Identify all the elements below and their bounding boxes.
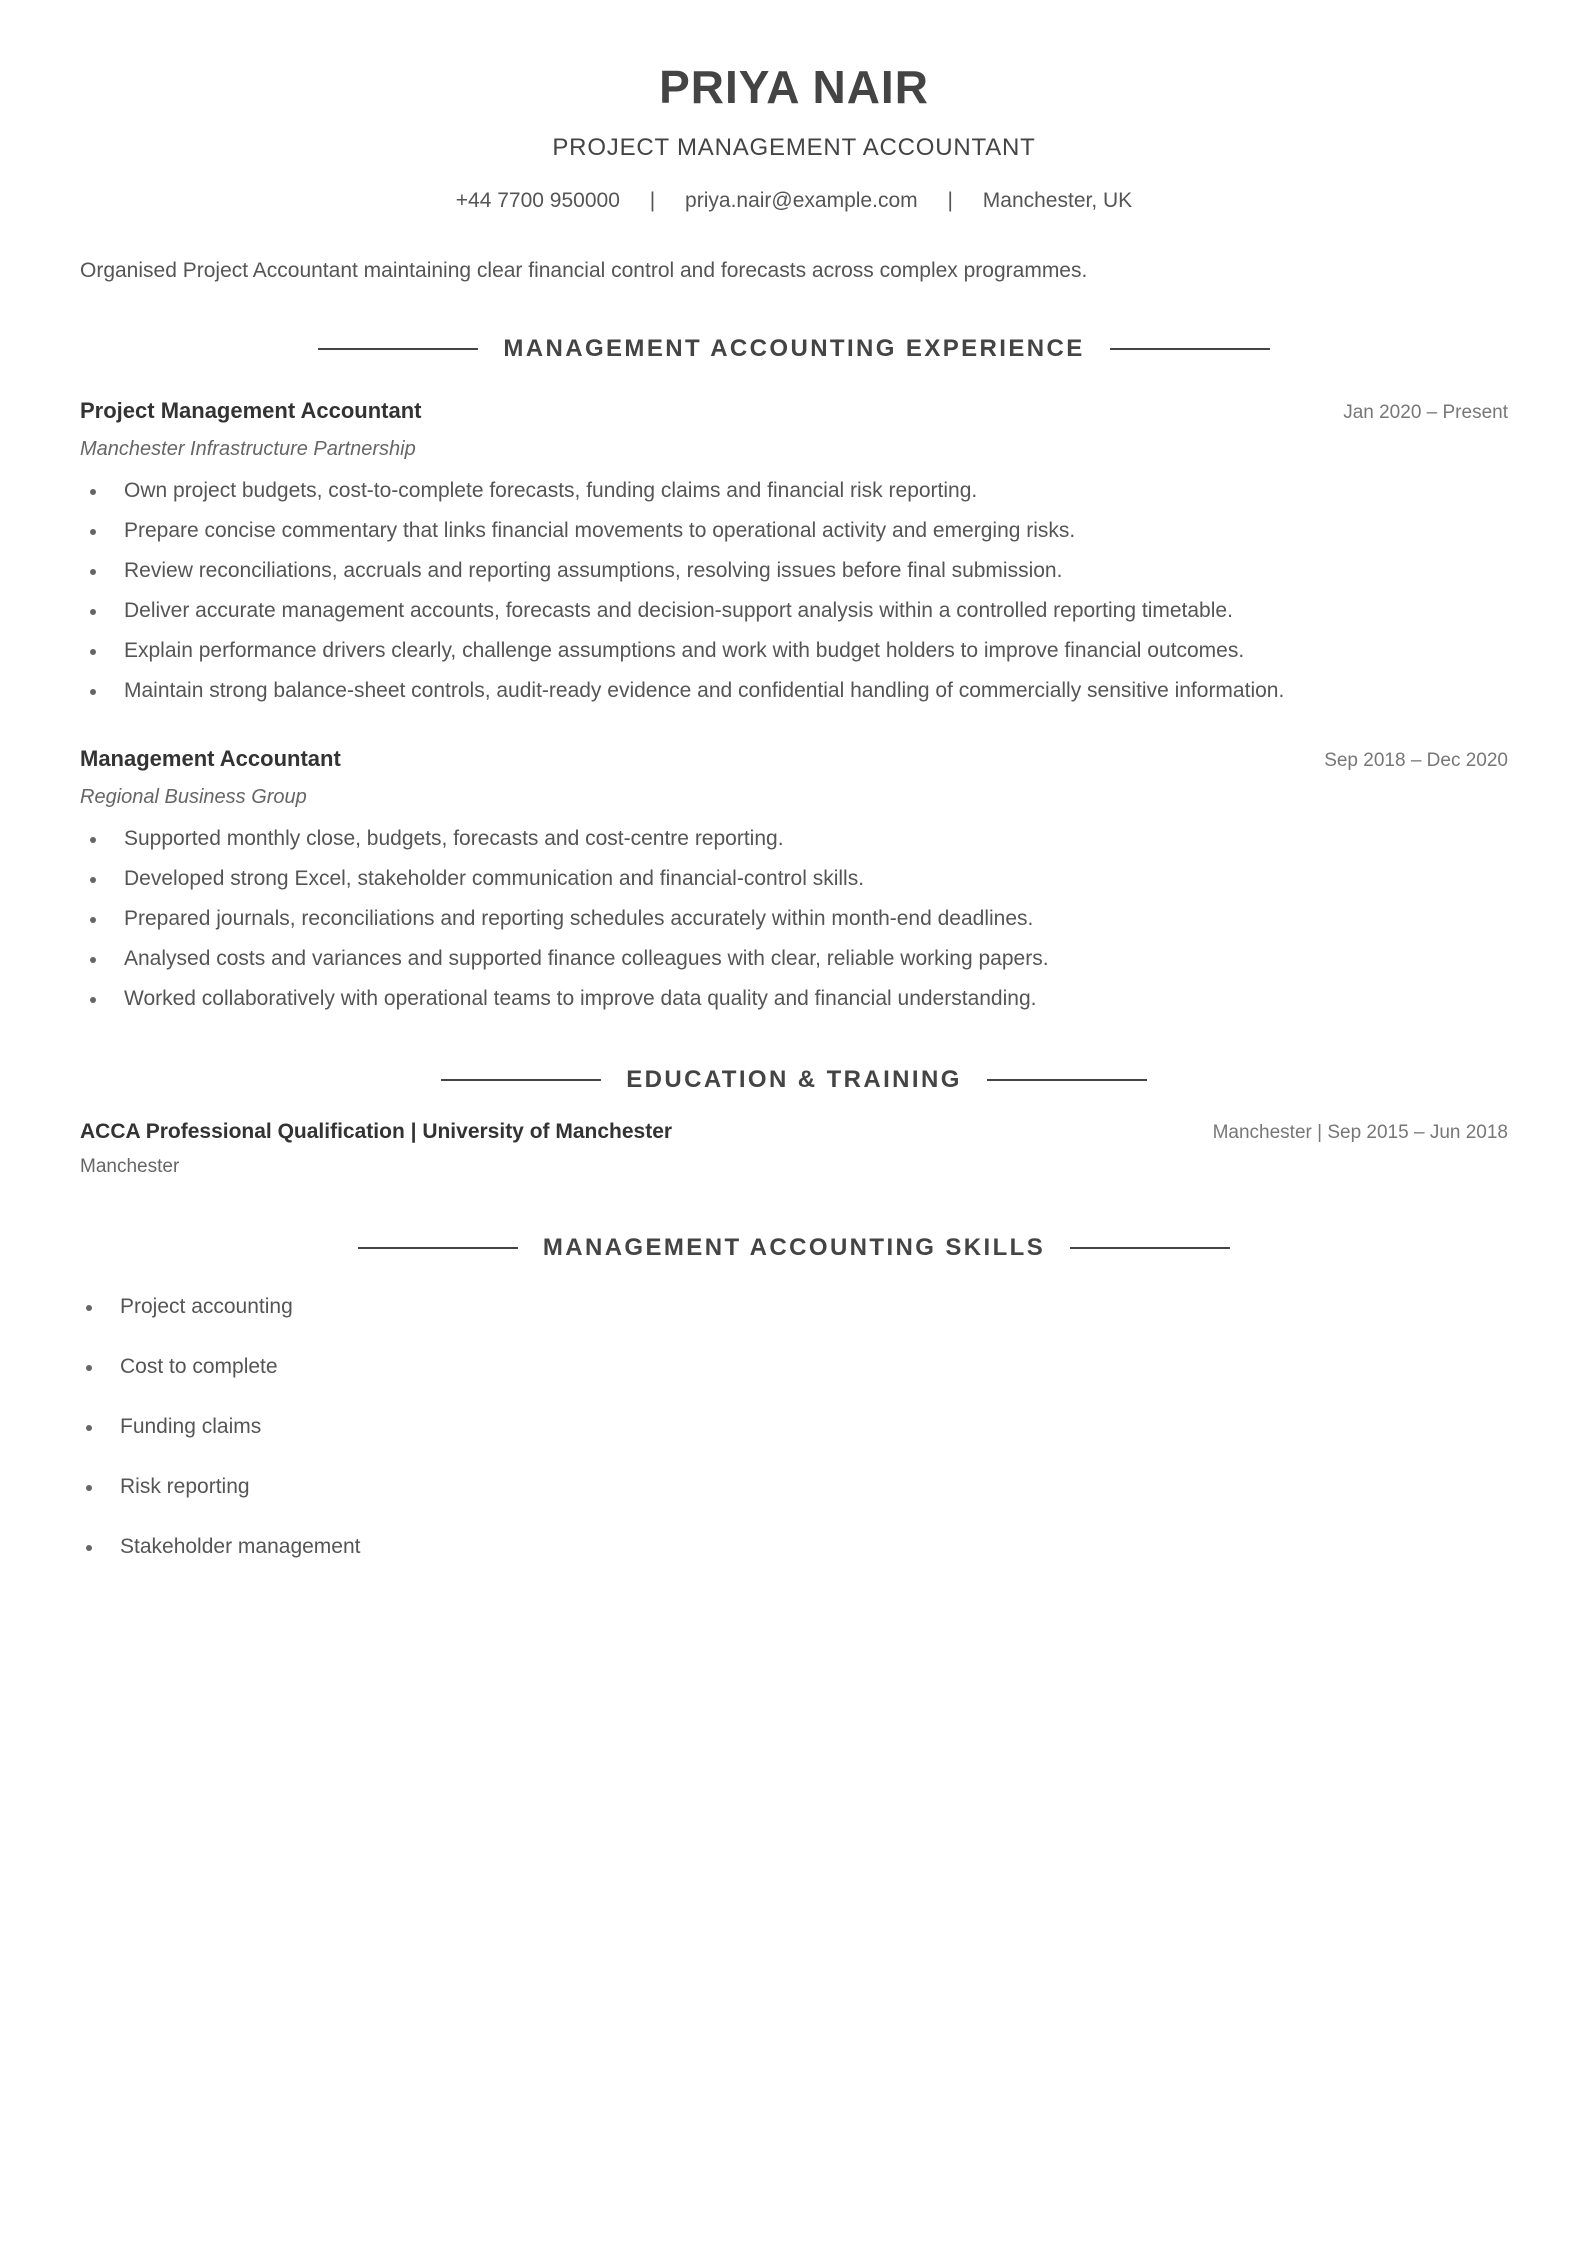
heading-rule [1110,348,1270,350]
heading-rule [318,348,478,350]
education-title: ACCA Professional Qualification | University of Manchester [80,1120,673,1143]
profile-summary: Organised Project Accountant maintaining clear financial control and forecasts across complex programmes. [80,259,1088,282]
skills-list [80,1293,361,1593]
skill-item: Stakeholder management [80,1533,361,1593]
job-bullet: Review reconciliations, accruals and reporting assumptions, resolving issues before final submission. [80,557,1508,597]
contact-location: Manchester, UK [982,189,1133,212]
contact-email: priya.nair@example.com [685,189,918,212]
education-location: Manchester [80,1156,180,1177]
job-bullet: Supported monthly close, budgets, forecasts and cost-centre reporting. [80,825,1508,865]
job-bullet: Own project budgets, cost-to-complete forecasts, funding claims and financial risk reporting. [80,477,1508,517]
section-title: MANAGEMENT ACCOUNTING SKILLS [542,1234,1046,1261]
skill-item: Project accounting [80,1293,361,1353]
job-bullets [80,825,1508,1025]
heading-rule [987,1079,1147,1081]
heading-rule [358,1247,518,1249]
job-entry [80,746,1508,1025]
job-organisation: Regional Business Group [80,786,307,808]
contact-phone: +44 7700 950000 [455,189,620,212]
job-bullet: Worked collaboratively with operational teams to improve data quality and financial understanding. [80,985,1508,1025]
contact-separator: | [649,189,656,212]
skill-item: Risk reporting [80,1473,361,1533]
section-heading-experience [0,335,1588,363]
education-dates: Manchester | Sep 2015 – Jun 2018 [1212,1122,1508,1143]
education-entry [80,1120,1508,1178]
heading-rule [1070,1247,1230,1249]
job-dates: Sep 2018 – Dec 2020 [1324,750,1508,771]
job-bullet: Prepared journals, reconciliations and reporting schedules accurately within month-end deadlines. [80,905,1508,945]
job-title: Management Accountant [80,746,341,771]
heading-rule [441,1079,601,1081]
section-title: EDUCATION & TRAINING [626,1066,962,1093]
job-entry [80,398,1508,717]
job-bullet: Explain performance drivers clearly, challenge assumptions and work with budget holders to improve financial outcomes. [80,637,1508,677]
job-organisation: Manchester Infrastructure Partnership [80,438,416,460]
skill-item: Funding claims [80,1413,361,1473]
contact-separator: | [947,189,953,212]
job-dates: Jan 2020 – Present [1343,402,1508,423]
job-bullet: Analysed costs and variances and supported finance colleagues with clear, reliable working papers. [80,945,1508,985]
section-heading-skills [0,1234,1588,1262]
job-bullet: Prepare concise commentary that links financial movements to operational activity and emerging risks. [80,517,1508,557]
job-bullet: Developed strong Excel, stakeholder communication and financial-control skills. [80,865,1508,905]
candidate-name: PRIYA NAIR [659,61,929,113]
job-title: Project Management Accountant [80,398,422,423]
section-heading-education [0,1066,1588,1094]
contact-line [0,189,1588,213]
skill-item: Cost to complete [80,1353,361,1413]
job-bullet: Deliver accurate management accounts, forecasts and decision-support analysis within a controlled reporting timetable. [80,597,1508,637]
job-bullets [80,477,1508,717]
job-bullet: Maintain strong balance-sheet controls, audit-ready evidence and confidential handling of commercially sensitive information. [80,677,1508,717]
section-title: MANAGEMENT ACCOUNTING EXPERIENCE [503,335,1085,362]
candidate-headline: PROJECT MANAGEMENT ACCOUNTANT [552,134,1036,161]
